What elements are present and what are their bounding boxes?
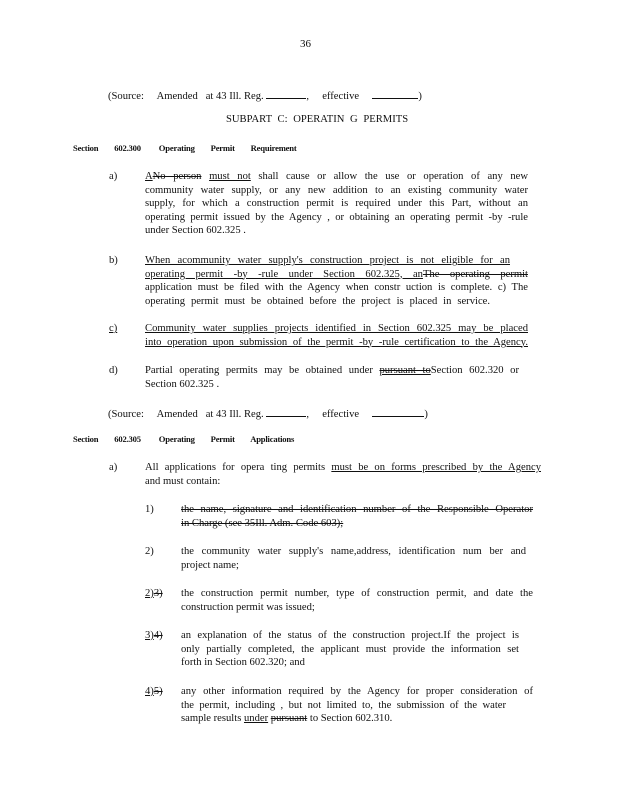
item-4 [181, 629, 519, 670]
deleted-text: pursuant to [379, 365, 431, 376]
deleted-text: 3) [153, 588, 163, 599]
item-label [145, 685, 163, 699]
source-note-2 [108, 406, 428, 422]
paragraph-300-c [145, 322, 528, 349]
text-line: Partial operating permits may be obtained under [145, 365, 373, 376]
effective-blank [372, 88, 418, 99]
page-number: 36 [300, 38, 311, 50]
text-line: All applications for opera ting permits [145, 462, 326, 473]
text-line: forth in Section 602.320; and [181, 657, 305, 669]
inserted-text: 3) [145, 630, 154, 641]
text-line: and must contain: [145, 475, 221, 487]
source-reg: at 43 Ill. Reg. [205, 91, 264, 102]
section-title: Operating Permit Requirement [158, 143, 297, 153]
item-label: 1) [145, 504, 154, 515]
para-label: d) [109, 365, 118, 376]
deleted-text: No person [152, 171, 202, 182]
item-label [145, 587, 163, 601]
text-line: operating permit issued by the Agency , or obtaining an operating permit -by -rule [145, 211, 528, 223]
section-heading-305 [73, 434, 294, 444]
para-label: a) [109, 462, 118, 473]
source-effective: effective [322, 409, 360, 420]
text-line: application must be filed with the Agency when constr uction is complete. c) The [145, 282, 528, 294]
text-line: an explanation of the status of the construction project.If the project is [181, 630, 519, 641]
source-amended: Amended [156, 409, 198, 420]
item-2 [181, 545, 526, 572]
text-line: under Section 602.325 . [145, 225, 246, 237]
deleted-text: 4) [153, 630, 163, 641]
source-effective: effective [322, 91, 360, 102]
text-line: the permit, including , but not limited to, the submission of the water [181, 699, 506, 711]
item-label [145, 629, 163, 643]
section-code: 602.300 [114, 143, 141, 153]
source-comma: , [306, 91, 309, 102]
text-line: to Section 602.310. [309, 713, 393, 725]
text-line: only partially completed, the applicant must provide the information set [181, 643, 519, 655]
inserted-text: into operation upon submission of the permit -by -rule certification to the Agency. [145, 336, 528, 348]
source-label: (Source: [108, 91, 144, 102]
inserted-text: operating permit -by -rule under Section 602.325, an [145, 268, 423, 280]
text-line: the construction permit number, type of construction permit, and date the [181, 588, 533, 599]
item-label: 2) [145, 546, 154, 557]
text-line: shall cause or allow the use or operation of any new [258, 171, 528, 182]
text-line: project name; [181, 559, 239, 571]
deleted-text: the name, signature and identification number of the Responsible Operator [181, 504, 533, 515]
source-reg: at 43 Ill. Reg. [205, 409, 264, 420]
text-line: Section 602.320 or [430, 365, 520, 376]
text-line: any other information required by the Agency for proper consideration of [181, 686, 533, 697]
paragraph-305-a [145, 461, 541, 488]
effective-blank [372, 406, 424, 417]
source-close: ) [418, 91, 422, 102]
text-line: the community water supply's name,address, identification num ber and [181, 546, 526, 557]
para-label: a) [109, 171, 118, 182]
inserted-text: Community water supplies projects identified in Section 602.325 may be placed [145, 323, 528, 334]
section-word: Section [73, 143, 99, 153]
source-amended: Amended [156, 91, 198, 102]
text-line: sample results [181, 713, 242, 725]
inserted-text: 2) [145, 588, 154, 599]
inserted-text: 4) [145, 686, 154, 697]
item-3 [181, 587, 533, 614]
source-comma: , [306, 409, 309, 420]
inserted-text: must be on forms prescribed by the Agency [331, 462, 541, 473]
inserted-text: under [243, 713, 269, 725]
reg-blank [266, 88, 306, 99]
text-line: supply, for which a construction permit is required under this Part, without an [145, 198, 528, 210]
paragraph-300-b [145, 254, 528, 308]
deleted-text: pursuant [270, 713, 308, 725]
reg-blank [266, 406, 306, 417]
section-title: Operating Permit Applications [158, 434, 295, 444]
paragraph-300-d [145, 364, 519, 391]
inserted-text: A [145, 171, 153, 182]
text-line: Section 602.325 . [145, 378, 220, 390]
section-word: Section [73, 434, 99, 444]
inserted-text: When acommunity water supply's construction project is not eligible for an [145, 255, 510, 266]
source-close: ) [424, 409, 428, 420]
item-1 [181, 503, 533, 530]
para-label: b) [109, 255, 118, 266]
section-heading-300 [73, 143, 297, 153]
text-line: community water supply, or any new addition to an existing community water [145, 184, 528, 196]
source-label: (Source: [108, 409, 144, 420]
source-note-1 [108, 88, 422, 104]
para-label: c) [109, 323, 118, 334]
paragraph-300-a [145, 170, 528, 238]
deleted-text: in Charge (see 35Ill. Adm. Code 603); [181, 517, 344, 529]
text-line: construction permit was issued; [181, 601, 315, 613]
inserted-text: must not [209, 171, 251, 182]
deleted-text: 5) [153, 686, 163, 697]
deleted-text: The operating permit [422, 268, 528, 280]
subpart-title: SUBPART C: OPERATIN G PERMITS [226, 114, 409, 125]
item-5 [181, 685, 533, 726]
section-code: 602.305 [114, 434, 141, 444]
text-line: operating permit must be obtained before the project is placed in service. [145, 295, 490, 307]
